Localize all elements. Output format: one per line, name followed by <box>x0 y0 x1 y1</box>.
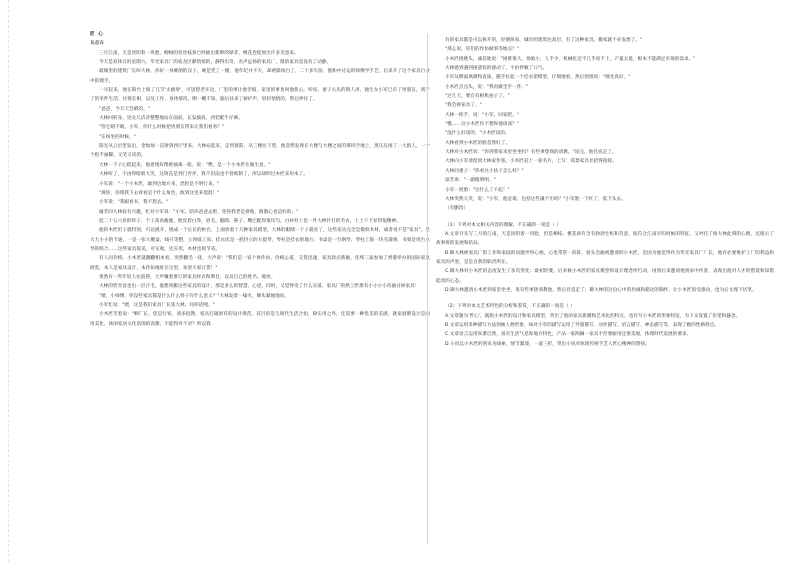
right-paragraph: 大林看到小木匠的脸忽然红了。 <box>445 140 511 146</box>
right-paragraph: "慢……这小木匠你不想和他谈谈？" <box>445 122 519 128</box>
right-paragraph: "过几天，要自有相机拍子了。" <box>445 94 510 100</box>
right-paragraph: 小军一别脸："这什么了不起！" <box>445 187 510 193</box>
right-paragraph: "那么说，你们的作坊做事等地点？" <box>445 47 519 53</box>
article-author: 葛鑫森 <box>90 41 104 47</box>
left-paragraph: 他的木匠担子就特别，可以挑开，挑成一个长长的柜台，上面放着十几种家具模型。大林的眼睛一下子就亮了，这些家具完全是模拟木材，或者说不是"家具"，是大大小小的卡通，一是一张大餐桌，线开等整，立到威工床；挂衣床是一把抖立的大提琴，琴柱是挂衣的地方；书桌是一台钢琴，琴柱上嵌一块毛玻璃，书架是用台立琴的组合……这些家具很美，可实观，还实用，木材也很节省。 <box>90 228 430 252</box>
left-paragraph: 小军说："我跟看书，我不想去。" <box>99 200 169 206</box>
left-paragraph: 小军忙说："喂，这是我们家具厂长张大林，问你话哩。" <box>99 302 215 308</box>
left-paragraph: 一早起来，他在阳台上练了几节'太极拳'，可思想老开边，厂里的事让他苦恼，家里的事也叫他焦心。听说，妻子古先的钢人讲，独生女小军已有了男朋友，到手了的米件生活、住情长相，以及工作、身体情况，倒一概不知。脑后扶来了树护声，轻轻悄悄的，然后停住了。 <box>90 88 430 103</box>
right-column <box>436 36 774 349</box>
left-paragraph: 小军说："一个小木匠，敢到这地方来，恐怕是不明行来。" <box>99 181 220 187</box>
left-paragraph: "规矩，你现我下去看看是个什么角色，敢到这里来混混！" <box>99 190 220 196</box>
paragraph-gap <box>436 295 774 302</box>
right-paragraph: 有的家具都是可以拆开的，轻便简易，城市的建筑往高层，有了这种家具，搬家就不必发愁了。" <box>445 38 643 43</box>
left-paragraph: 有人问价格，小木匠就翻翻相本看，突然翻毛一抚，大声说："我们是一家个体作坊，价格公道，交货迅速，家具款式新颖，连续三届参加了香港举办的国际家具展览，本人是家具设计，本作坊地址在这里，欢迎大家订货！" <box>90 256 430 271</box>
right-paragraph: 大林感到遇到困惑似的感动了，不由停顿了口气。 <box>445 66 548 72</box>
paragraph-gap <box>436 214 774 221</box>
left-paragraph: 碰芳同大林较有兴趣，忙对小军说："小军，陪你爸爸去吧，免得我老是挤他，散散心也是好的。" <box>99 209 299 215</box>
left-paragraph: 小木匠笑着说："啊厂长，您是行家，请多指教，家具打破原有的设计规范，其目的是与现代生活合拍，除实用之外，还需要一种优美的美感，就家庭牌设计是向用美化，休闲家居文化氛围的高雅，不能得对不对？所以我 <box>90 312 430 327</box>
right-paragraph: D.御大林邀请小木匠到家里坐坐，说有些事想请教他，然后径直走了，御大林的这份心中的坦诚和豁达的胸怀，让小木匠很受感动，也为后文埋下伏笔。 <box>445 287 757 293</box>
right-paragraph: （1）下列对本文相关内容的理解，不正确的一项是（ ） <box>445 222 561 228</box>
left-paragraph: "爸爸，今天天会晴的。" <box>99 106 150 112</box>
right-paragraph: B.御大林被家具厂的工作和家庭的问题弄得心烦，心里常常一阵阵，骑头会偷被邀请的小木匠，是因为他觉得作为华光家具厂厂长，他有必要维护工厂的利益和家具的声誉，是是自我的职责所在。 <box>436 250 774 265</box>
right-paragraph: 小军从侧面讽刺和直质，随手拉起一个挂衣架模型，仔细地看，然后悄悄说："细光真好。" <box>445 75 631 81</box>
right-paragraph: 琼芳说："一副眼明明。" <box>445 178 496 184</box>
right-paragraph: 大林向小军请留到大林家作客。小木匠赶上一张名片，上写：郑景家具社拾得指挥。 <box>445 159 617 165</box>
right-paragraph: 大林突然大笑，说："小军，他是谁，包括这些谦不出吗？"小军脸一下红了，低下头去。 <box>445 196 626 202</box>
right-paragraph: 大林对小木匠说："你到我家来里坐坐吗？有些事想商的请教。"说完，他径直走了。 <box>445 150 617 156</box>
left-paragraph: "管它晴不晴，小军，你什么时候把男朋友带来让我们看看？" <box>99 125 225 131</box>
right-paragraph: "我会拆家具了。" <box>445 103 482 109</box>
right-paragraph: C.御大林对小木匠的态度发生了多次变化：最初轻蔑，后来被小木匠的家具模型和设计理念所打动，再到后来邀请他到家中作客，表现出他对人才的惜爱和知错能改的心态。 <box>436 269 774 284</box>
right-paragraph: 大林一挥手，说："小军，回家吧。" <box>445 112 519 118</box>
left-paragraph: 果然有一些年轻人往前挤，大声嚷着要订的家具样式和期目，以及自己的姓名、地址。 <box>99 274 276 280</box>
left-paragraph: "在场坐的时候。" <box>99 134 136 140</box>
right-paragraph: A.文章开头写三月的江南，天是淡阴着一块脸，但是柳枝、桃花却有含有勃勃生机和笑意，既符合江南早的时候的特征，又衬托了推大林此刻的心理，还暗示了故事将的发展和结局。 <box>436 231 774 247</box>
left-paragraph: 大林的皆肯竟也出一层汗毛，他想到搬这些家具的设计，那是多么的智慧、心思，同时，又觉得受了什么实落，家具厂的然工匠那有小小小小伤抽讨掉家具！ <box>99 284 420 290</box>
right-paragraph: 小木匠点点头，说："我再做全手一件。" <box>445 84 529 90</box>
right-paragraph: D.小说以小木匠的到来为线索，情节紧凑，一波三折，突出小说对体现传统手艺人匠心精神的赞扬。 <box>445 341 650 347</box>
right-paragraph: A.文章题为'匠心'，既指小木匠的设计和家具模型，突出了他的家具新潮和艺术化的特点，也有写小木匠的形象特征，为下文设置了伏笔和悬念。 <box>445 313 741 319</box>
binding-fold-line <box>8 0 9 562</box>
article-title: 匠 心 <box>90 32 104 37</box>
left-paragraph: 大林听了，不由得暗暗大笑，这简直是到门弄斧，我不但法也不曾被制了，所以闭明过木匠来用本了。 <box>99 172 308 178</box>
left-paragraph: 今天是双休日的星期六，毕光家具厂的宿舍区静悄悄的，静得出奇，名声远扬的家具厂，散的家具竟没有了动静。 <box>99 60 332 66</box>
right-paragraph: （2）下列对本文艺术特色的分析和鉴赏，不正确的一项是（ ） <box>445 304 575 310</box>
left-paragraph: 最城里的建筑厂长叫大林，你好一身硬朗的汉子，硬是凭了一圈，他年纪并不大，却两鬓斑白了，二十多年前，他和中讨运的师傅学手艺，后来开了这个家具行业中的理手。 <box>90 69 430 84</box>
right-paragraph: 大林问妻子："你看这小伙子怎么样？" <box>445 168 524 174</box>
column-divider <box>427 34 428 544</box>
right-paragraph: "没什么好谈的，"小木匠说的。 <box>445 131 510 137</box>
left-paragraph: 三月江南，天是淡阴着一块脸，柳树的丝丝枝条已经抽出新鲜的绿芽，桃花也绽放出许多笑意来。 <box>99 50 299 56</box>
left-paragraph: 娃二十五六岁的样子，个子高高瘦瘦，脸皮眉白净，眉毛、眼睛、鼻子、嘴巴配得很均匀，白衬衫上套一件大棒针打的毛衣，上上下下显得很精神。 <box>99 218 401 224</box>
right-paragraph: B.文章运用多种描写方法刻画人物形象，如对小军的描写运用了外貌描写、动作描写、语言描写、神态描写等，表现了她的性格特点。 <box>445 322 720 328</box>
right-paragraph: C.文章语言运用诙谐自然，富有生活气息和地方特色，产品一家两辆一家具不但要耐用还要美观，体现时代发展的要求。 <box>445 332 692 338</box>
left-paragraph: 阳光从云层里钻出，金灿灿一直射到西厅里来。大林站起来，走到窗前，从三楼往下望，他忽然发现在大楼与大楼之间的那块空地上，黑压压围了一大群人，一个个指手画脚、又笑又说的。 <box>90 144 430 159</box>
left-column <box>90 30 430 329</box>
right-paragraph: （有删改） <box>445 206 469 212</box>
right-paragraph: 小木匠挑挑头，诚恳地说："困难很大，场地小，人手少，机械化还不几乎说不上，产量太低，根本不能满足市场的需求。" <box>445 56 696 62</box>
left-paragraph: 大林回转身，见女儿济济整整地站在面前，长发披肩，西装配牛仔裤。 <box>99 116 243 122</box>
left-paragraph: "喂，小师傅，你设些家具都是什么什么样子有什么意义？"大林发着一嗓火，舞头紧抽地问。 <box>99 293 290 299</box>
left-paragraph: 大林一下子心慌起来，他思绪好像被抽离一般，说："嘿，是一个小木匠在做生意。" <box>99 162 271 168</box>
